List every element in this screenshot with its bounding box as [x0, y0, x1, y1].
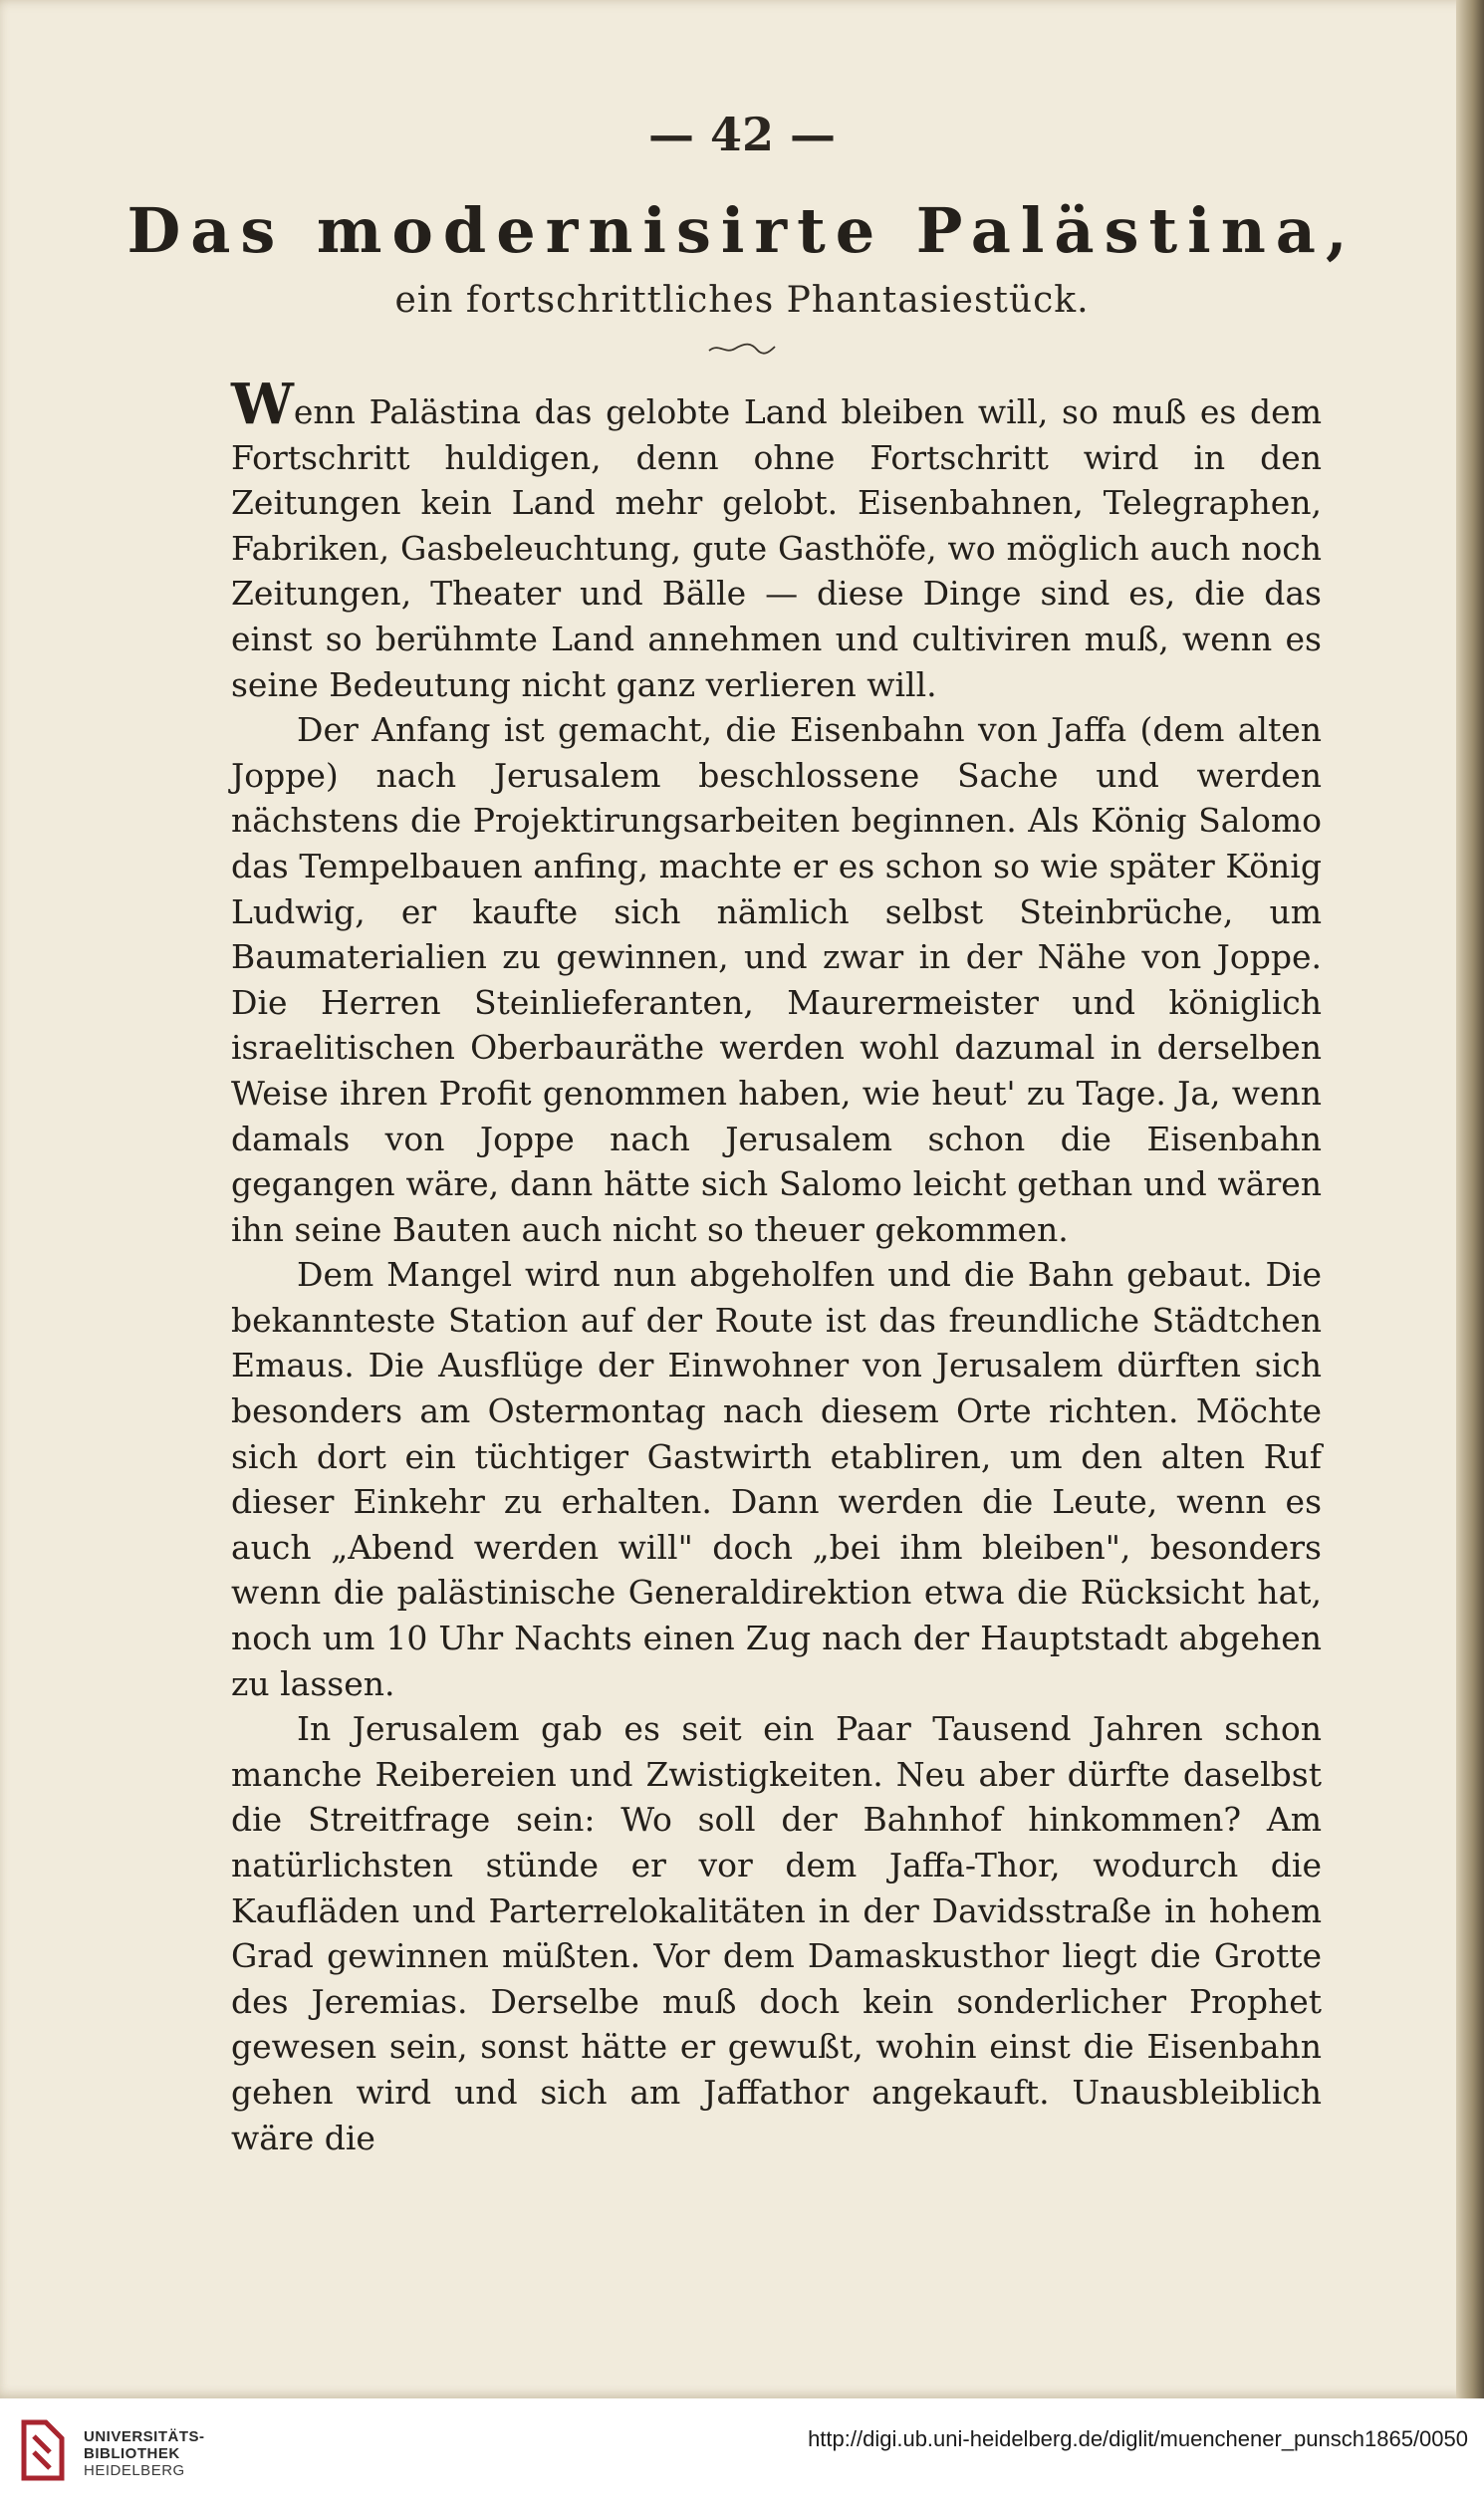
paragraph: Wenn Palästina das gelobte Land bleiben will, so muß es dem Fortschritt huldigen, denn ohne Fortschritt wird in den Zeitungen kein Land mehr gelobt. Eisenbahnen, Telegraphen, Fabriken, Gasbeleuchtung, gute Gasthöfe, wo möglich auch noch Zeitungen, Theater und Bälle — diese Dinge sind es, die das einst so berühmte Land annehmen und cultiviren muß, wenn es seine Bedeutung nicht ganz verlieren will. — [231, 372, 1322, 704]
title-ornament — [0, 334, 1484, 364]
viewer-footer — [0, 2398, 1484, 2513]
source-url-link[interactable]: http://digi.ub.uni-heidelberg.de/diglit/muenchener_punsch1865/0050 — [808, 2426, 1468, 2451]
paragraph: In Jerusalem gab es seit ein Paar Tausend Jahren schon manche Reibereien und Zwistigkeiten. Neu aber dürfte daselbst die Streitfrage sein: Wo soll der Bahnhof hinkommen? Am natürlichsten stünde er vor dem Jaffa-Thor, wodurch die Kaufläden und Parterrelokalitäten in der Davidsstraße in hohem Grad gewinnen müßten. Vor dem Damaskusthor liegt die Grotte des Jeremias. Derselbe muß doch kein sonderlicher Prophet gewesen sein, sonst hätte er gewußt, wohin einst die Eisenbahn gehen wird und sich am Jaffathor angekauft. Unausbleiblich wäre die — [231, 1709, 1322, 2157]
article-title: Das modernisirte Palästina, — [126, 194, 1358, 267]
library-name — [84, 2428, 205, 2479]
ornament-flourish-icon — [707, 341, 777, 357]
article-body — [231, 372, 1322, 2160]
paragraph: Dem Mangel wird nun abgeholfen und die Bahn gebaut. Die bekannteste Station auf der Route ist das freundliche Städtchen Emaus. Die Ausflüge der Einwohner von Jerusalem dürften sich besonders am Ostermontag nach diesem Orte richten. Möchte sich dort ein tüchtiger Gastwirth etabliren, um den alten Ruf dieser Einkehr zu erhalten. Dann werden die Leute, wenn es auch „Abend werden will" doch „bei ihm bleiben", besonders wenn die palästinische Generaldirektion etwa die Rücksicht hat, noch um 10 Uhr Nachts einen Zug nach der Hauptstadt abgehen zu lassen. — [231, 1255, 1322, 1703]
article-subtitle: ein fortschrittliches Phantasiestück. — [394, 280, 1090, 321]
library-name-line: HEIDELBERG — [84, 2462, 185, 2479]
university-library-logo-icon[interactable] — [16, 2418, 70, 2482]
library-name-line: BIBLIOTHEK — [84, 2445, 180, 2462]
library-name-line: UNIVERSITÄTS- — [84, 2428, 205, 2445]
paragraph: Der Anfang ist gemacht, die Eisenbahn von Jaffa (dem alten Joppe) nach Jerusalem beschlossene Sache und werden nächstens die Projektirungsarbeiten beginnen. Als König Salomo das Tempelbauen anfing, machte er es schon so wie später König Ludwig, er kaufte sich nämlich selbst Steinbrüche, um Baumaterialien zu gewinnen, und zwar in der Nähe von Joppe. Die Herren Steinlieferanten, Maurermeister und königlich israelitischen Oberbauräthe werden wohl dazumal in derselben Weise ihren Profit genommen haben, wie heut' zu Tage. Ja, wenn damals von Joppe nach Jerusalem schon die Eisenbahn gegangen wäre, dann hätte sich Salomo leicht gethan und wären ihn seine Bauten auch nicht so theuer gekommen. — [231, 710, 1322, 1249]
page-number: — 42 — — [647, 108, 837, 161]
